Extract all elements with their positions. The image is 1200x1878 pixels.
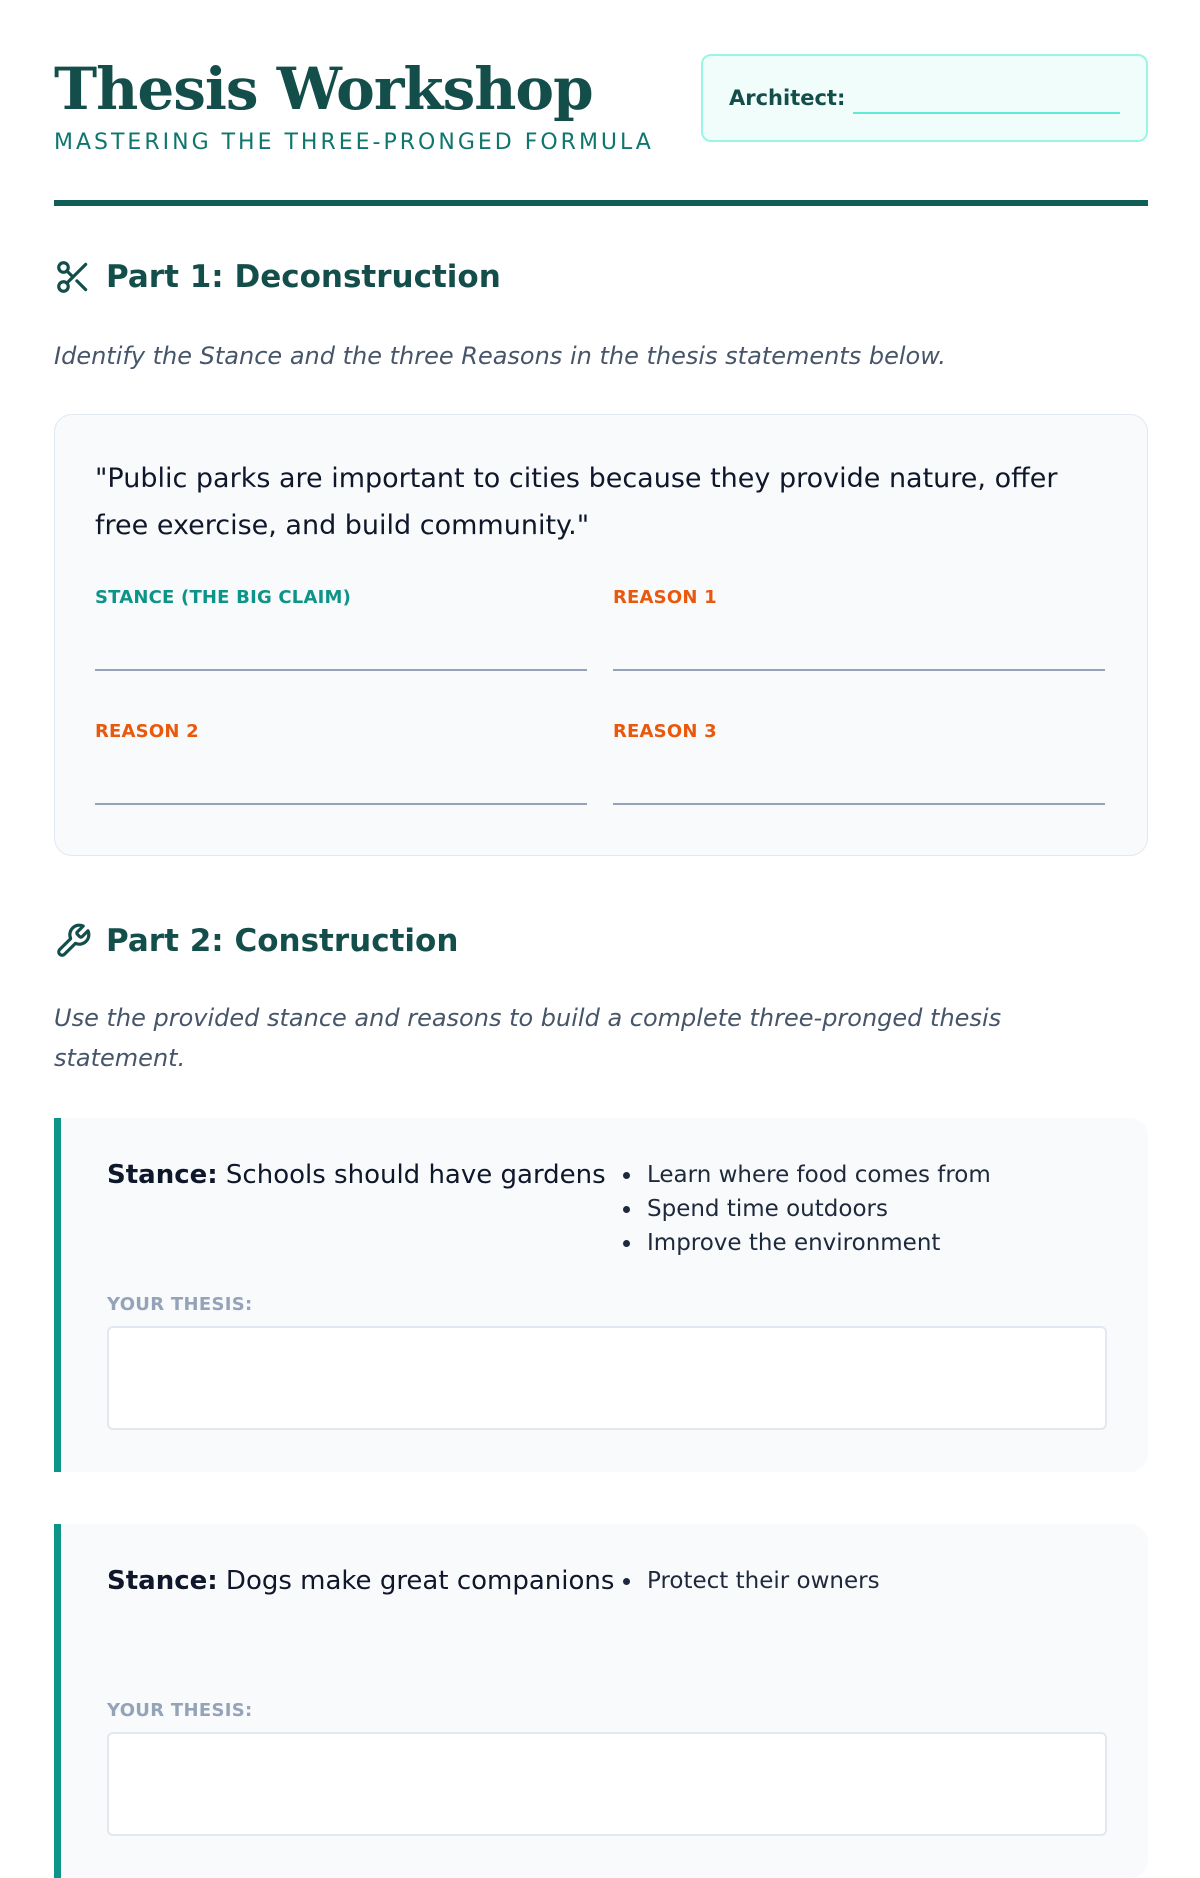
page-title: Thesis Workshop (54, 55, 593, 123)
part2-instructions: Use the provided stance and reasons to build a complete three-pronged thesis statement. (54, 1004, 1002, 1072)
your-thesis-label: YOUR THESIS: (107, 1294, 253, 1315)
reason1-answer-line[interactable] (613, 669, 1105, 671)
reason1-field[interactable] (613, 587, 1105, 608)
thesis-quote: "Public parks are important to cities because they provide nature, offer free exercise, and build community." (95, 463, 1058, 541)
worksheet-header (54, 52, 1148, 206)
part1-heading (54, 258, 501, 296)
stance-text (107, 1566, 614, 1596)
part2-heading (54, 922, 458, 960)
reason-item: Spend time outdoors (619, 1192, 991, 1226)
stance-value: Dogs make great companions (225, 1566, 615, 1596)
reason2-answer-line[interactable] (95, 803, 587, 805)
construction-prompt-card (54, 1118, 1148, 1472)
wrench-icon (54, 922, 92, 960)
stance-text (107, 1160, 606, 1190)
stance-label: Stance: (107, 1160, 218, 1190)
thesis-input[interactable] (107, 1732, 1107, 1836)
page-subtitle: MASTERING THE THREE-PRONGED FORMULA (54, 130, 654, 155)
part1-instructions: Identify the Stance and the three Reasons in the thesis statements below. (54, 342, 946, 370)
stance-answer-line[interactable] (95, 669, 587, 671)
reason3-field[interactable] (613, 721, 1105, 742)
part2-title: Part 2: Construction (106, 923, 459, 959)
reason2-field[interactable] (95, 721, 587, 742)
reason-item: Protect their owners (619, 1564, 880, 1598)
stance-value: Schools should have gardens (225, 1160, 606, 1190)
thesis-input[interactable] (107, 1326, 1107, 1430)
your-thesis-label: YOUR THESIS: (107, 1700, 253, 1721)
deconstruction-card (54, 414, 1148, 856)
architect-name-field[interactable] (853, 112, 1120, 114)
header-divider (54, 200, 1148, 206)
stance-field[interactable] (95, 587, 587, 608)
construction-prompt-card (54, 1524, 1148, 1878)
reason-item: Improve the environment (619, 1226, 991, 1260)
stance-label: Stance: (107, 1566, 218, 1596)
architect-name-box (701, 54, 1148, 142)
reasons-list (619, 1564, 880, 1598)
scissors-icon (54, 258, 92, 296)
reasons-list (619, 1158, 991, 1260)
reason2-field-label: REASON 2 (95, 721, 199, 742)
reason-item: Learn where food comes from (619, 1158, 991, 1192)
stance-field-label: STANCE (THE BIG CLAIM) (95, 587, 352, 608)
architect-label: Architect: (729, 86, 846, 110)
part1-title: Part 1: Deconstruction (106, 259, 501, 295)
reason1-field-label: REASON 1 (613, 587, 717, 608)
reason3-answer-line[interactable] (613, 803, 1105, 805)
reason3-field-label: REASON 3 (613, 721, 717, 742)
